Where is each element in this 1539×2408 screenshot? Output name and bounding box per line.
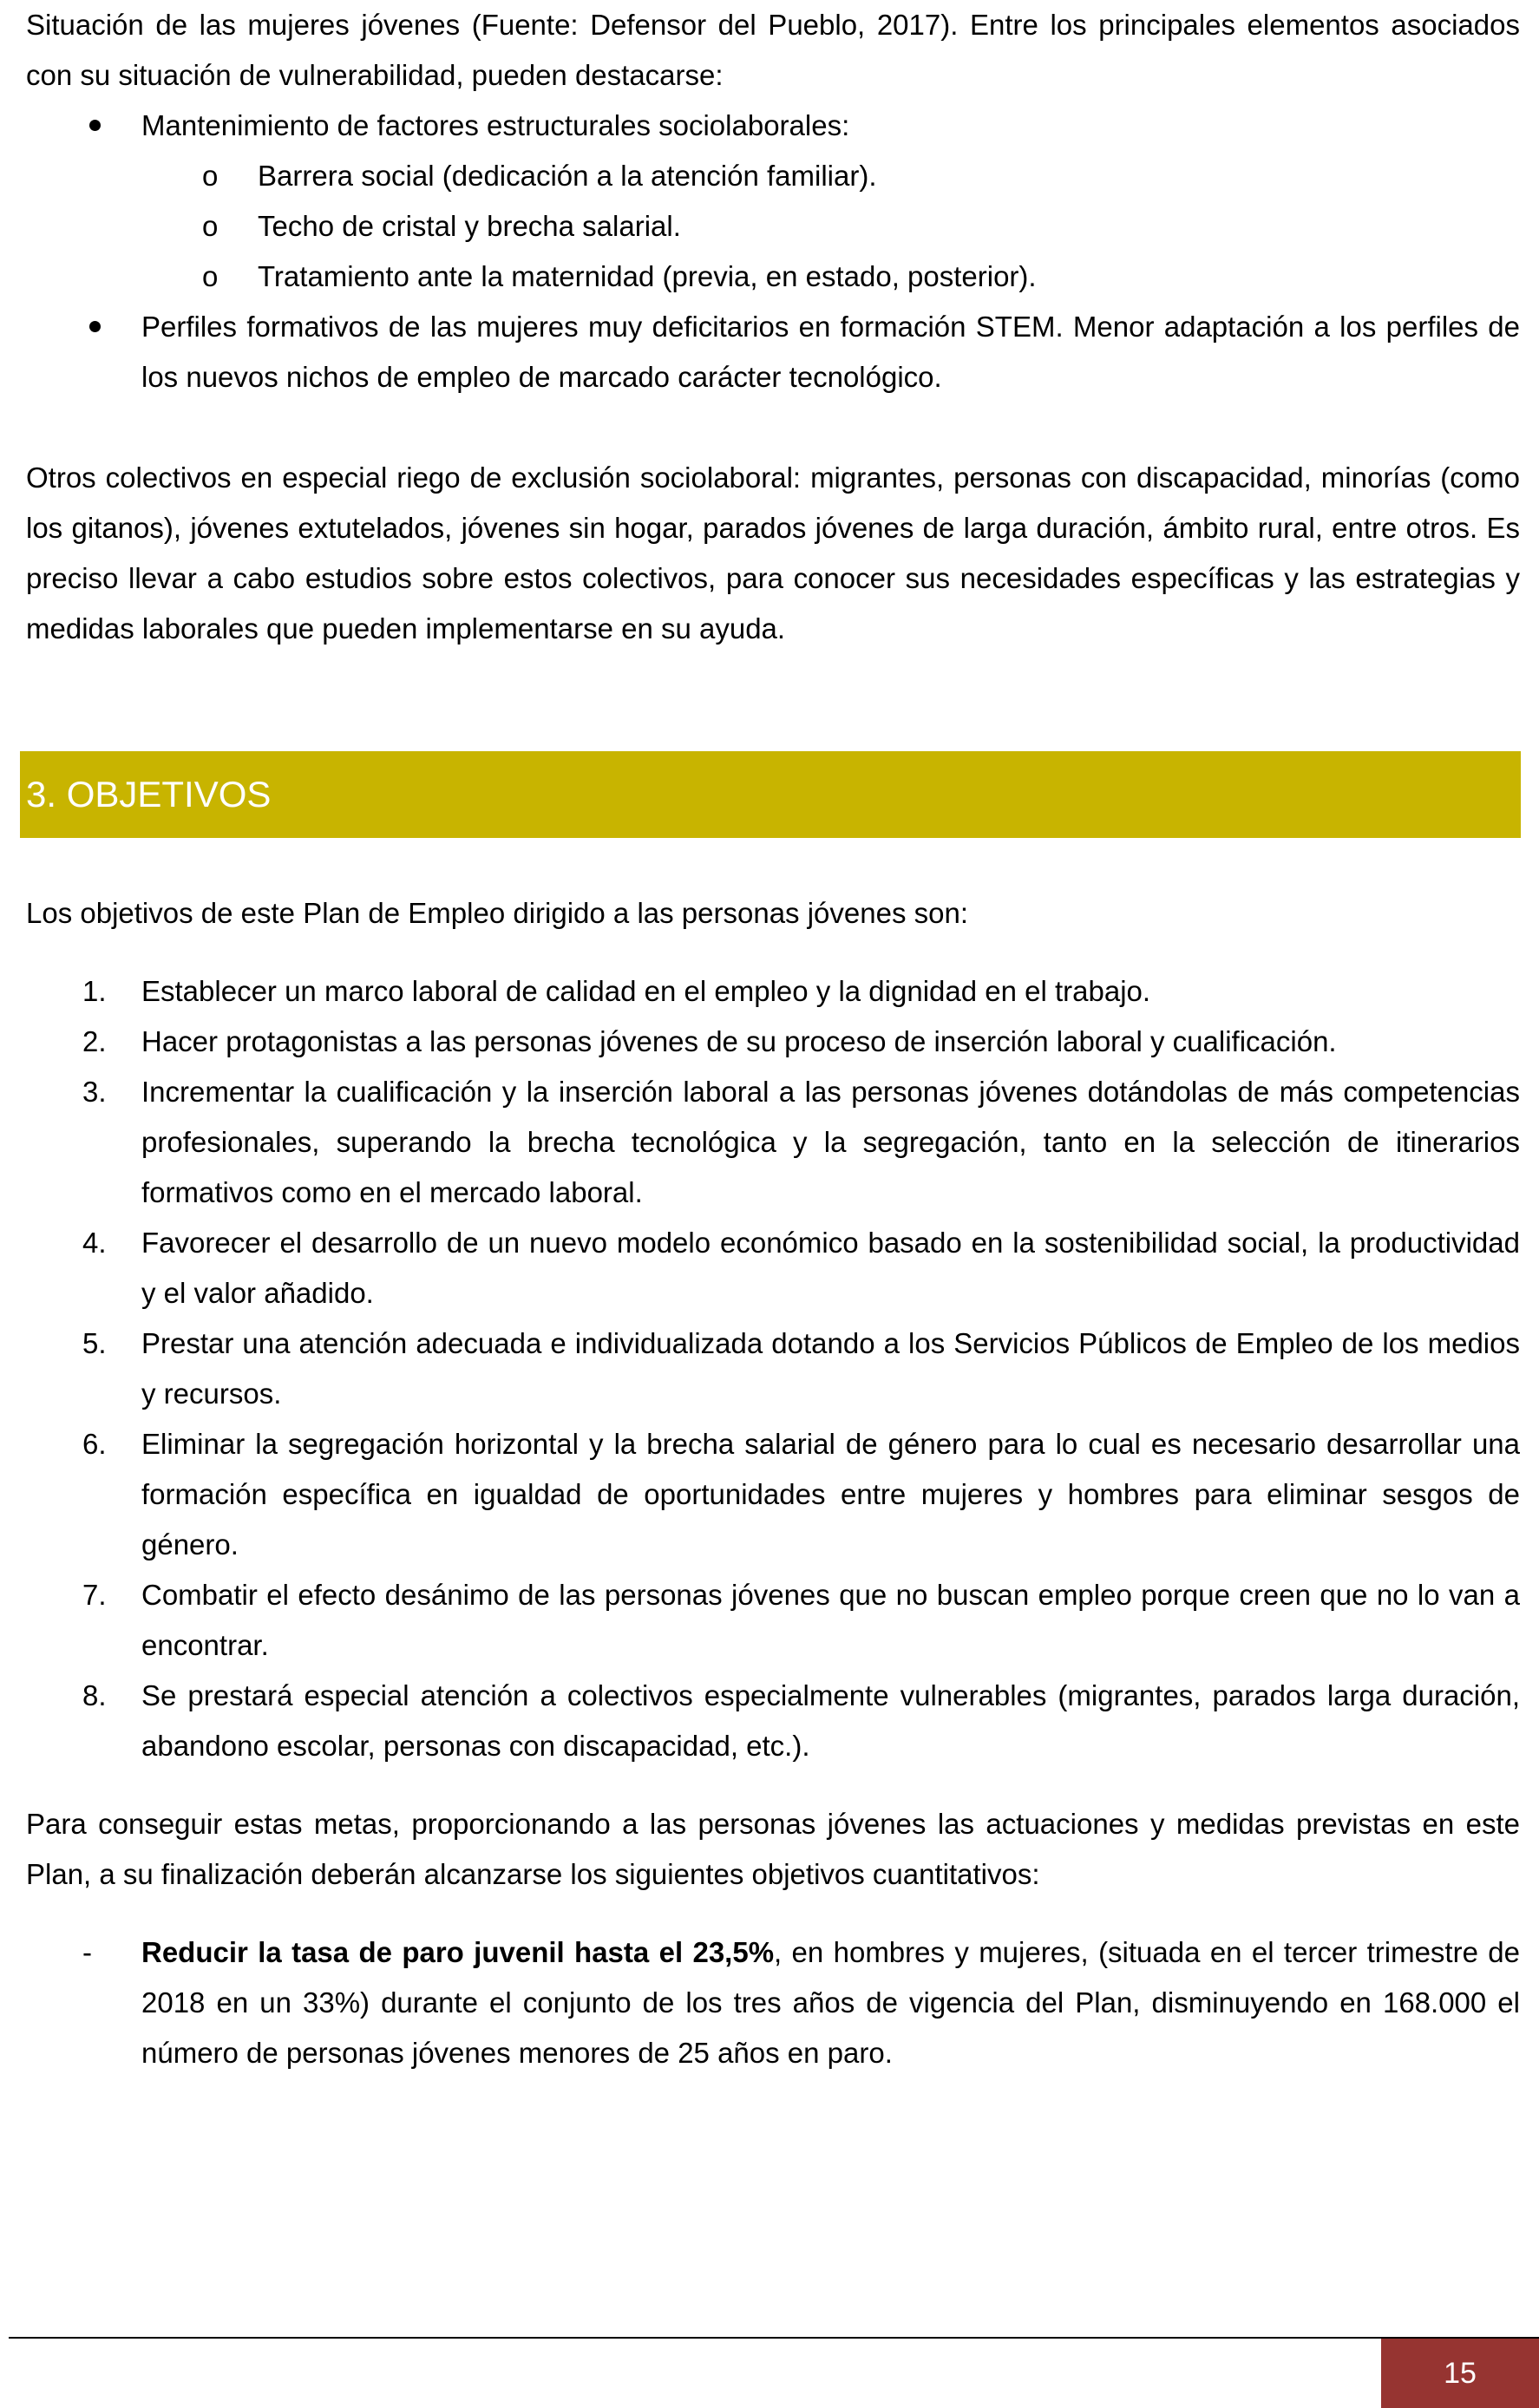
page-number-box bbox=[1381, 2339, 1539, 2408]
sublist-item-text: Barrera social (dedicación a la atención familiar). bbox=[258, 160, 877, 192]
sublist-marker: o bbox=[202, 210, 219, 242]
sublist-item-text: Techo de cristal y brecha salarial. bbox=[258, 210, 681, 242]
page-number: 15 bbox=[1444, 2357, 1477, 2390]
objectives-list bbox=[26, 966, 1520, 1771]
objective-text: Incrementar la cualificación y la inserción laboral a las personas jóvenes dotándolas de más competencias profesionales, superando la brecha tecnológica y la segregación, tanto en la selección de itinerarios formativos como en el mercado laboral. bbox=[141, 1076, 1520, 1208]
objective-item bbox=[26, 1218, 1520, 1319]
objective-number: 2. bbox=[82, 1025, 107, 1057]
objective-item bbox=[26, 1017, 1520, 1067]
quantitative-objective-item bbox=[26, 1927, 1520, 2078]
objective-text: Favorecer el desarrollo de un nuevo modelo económico basado en la sostenibilidad social, la productividad y el valor añadido. bbox=[141, 1227, 1520, 1309]
quantitative-objective-text: , en hombres y mujeres, (situada en el tercer trimestre de 2018 en un 33%) durante el conjunto de los tres años de vigencia del Plan, disminuyendo en 168.000 el número de personas jóvenes menores de 25 años en paro. bbox=[141, 1936, 1520, 2069]
objective-number: 8. bbox=[82, 1679, 107, 1711]
section-heading-bar bbox=[20, 751, 1521, 838]
structural-factors-sublist bbox=[141, 151, 1520, 302]
objective-number: 6. bbox=[82, 1428, 107, 1460]
objective-item bbox=[26, 1319, 1520, 1419]
objective-item bbox=[26, 966, 1520, 1017]
dash-marker: - bbox=[82, 1936, 92, 1968]
list-item bbox=[26, 302, 1520, 402]
objective-number: 4. bbox=[82, 1227, 107, 1259]
objective-text: Se prestará especial atención a colectivos especialmente vulnerables (migrantes, parados larga duración, abandono escolar, personas con discapacidad, etc.). bbox=[141, 1679, 1520, 1762]
objective-text: Prestar una atención adecuada e individualizada dotando a los Servicios Públicos de Empleo de los medios y recursos. bbox=[141, 1327, 1520, 1410]
sublist-marker: o bbox=[202, 260, 219, 292]
vulnerability-factors-list bbox=[26, 101, 1520, 402]
objective-number: 3. bbox=[82, 1076, 107, 1108]
list-item-text: Mantenimiento de factores estructurales sociolaborales: bbox=[141, 109, 850, 141]
objective-item bbox=[26, 1570, 1520, 1671]
metas-paragraph: Para conseguir estas metas, proporcionando a las personas jóvenes las actuaciones y medidas previstas en este Plan, a su finalización deberán alcanzarse los siguientes objetivos cuantitativos: bbox=[26, 1808, 1520, 1890]
list-item-text: Perfiles formativos de las mujeres muy deficitarios en formación STEM. Menor adaptación a los perfiles de los nuevos nichos de empleo de marcado carácter tecnológico. bbox=[141, 311, 1520, 393]
sublist-marker: o bbox=[202, 160, 219, 192]
objective-text: Combatir el efecto desánimo de las personas jóvenes que no buscan empleo porque creen que no lo van a encontrar. bbox=[141, 1579, 1520, 1661]
objective-text: Hacer protagonistas a las personas jóvenes de su proceso de inserción laboral y cualificación. bbox=[141, 1025, 1337, 1057]
sublist-item bbox=[26, 151, 1520, 201]
objective-text: Eliminar la segregación horizontal y la brecha salarial de género para lo cual es necesario desarrollar una formación específica en igualdad de oportunidades entre mujeres y hombres para eliminar sesgos de género. bbox=[141, 1428, 1520, 1561]
page-content bbox=[26, 0, 1520, 2078]
quantitative-objective-bold: Reducir la tasa de paro juvenil hasta el 23,5% bbox=[141, 1936, 775, 1968]
footer-divider bbox=[9, 2337, 1539, 2339]
quantitative-objectives-list bbox=[26, 1927, 1520, 2078]
sublist-item bbox=[26, 201, 1520, 252]
objective-item bbox=[26, 1419, 1520, 1570]
objective-item bbox=[26, 1671, 1520, 1771]
intro-paragraph: Situación de las mujeres jóvenes (Fuente: Defensor del Pueblo, 2017). Entre los principales elementos asociados con su situación de vulnerabilidad, pueden destacarse: bbox=[26, 9, 1520, 91]
otros-colectivos-paragraph: Otros colectivos en especial riego de exclusión sociolaboral: migrantes, personas con discapacidad, minorías (como los gitanos), jóvenes extutelados, jóvenes sin hogar, parados jóvenes de larga duración, ámbito rural, entre otros. Es preciso llevar a cabo estudios sobre estos colectivos, para conocer sus necesidades específicas y las estrategias y medidas laborales que pueden implementarse en su ayuda. bbox=[26, 461, 1520, 645]
objective-item bbox=[26, 1067, 1520, 1218]
sublist-item-text: Tratamiento ante la maternidad (previa, en estado, posterior). bbox=[258, 260, 1037, 292]
objective-number: 1. bbox=[82, 975, 107, 1007]
section-heading: 3. OBJETIVOS bbox=[26, 774, 272, 815]
objective-text: Establecer un marco laboral de calidad en el empleo y la dignidad en el trabajo. bbox=[141, 975, 1151, 1007]
list-item bbox=[26, 101, 1520, 302]
objective-number: 7. bbox=[82, 1579, 107, 1611]
objective-number: 5. bbox=[82, 1327, 107, 1359]
sublist-item bbox=[26, 252, 1520, 302]
objectives-intro: Los objetivos de este Plan de Empleo dirigido a las personas jóvenes son: bbox=[26, 897, 969, 929]
